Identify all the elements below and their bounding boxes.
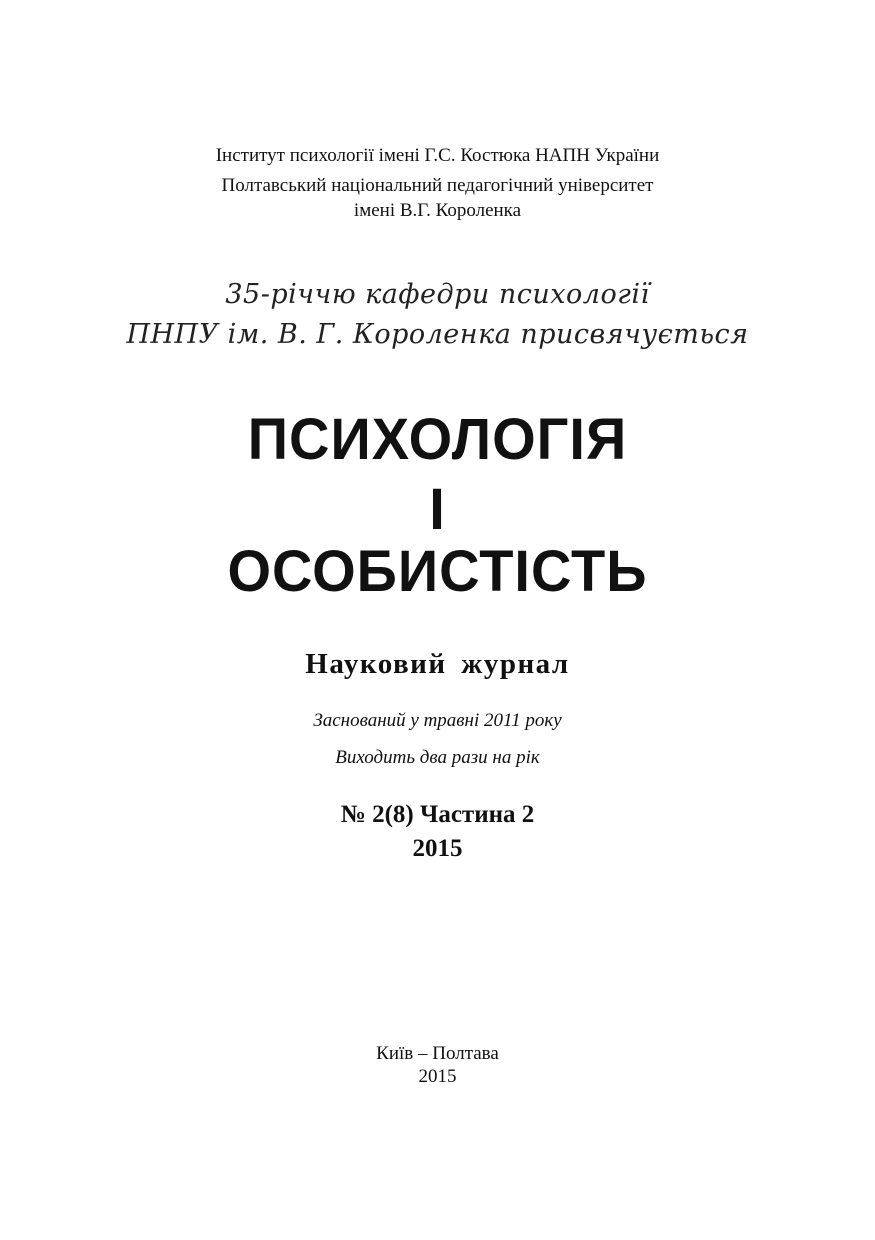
journal-type: Науковий журнал bbox=[305, 648, 570, 680]
dedication-line-1: 35-річчю кафедри психології bbox=[225, 279, 650, 310]
issue-number: № 2(8) Частина 2 bbox=[340, 801, 535, 828]
institution-line-3: імені В.Г. Короленка bbox=[353, 200, 522, 221]
issue-year: 2015 bbox=[412, 835, 463, 862]
institution-line-1: Інститут психології імені Г.С. Костюка НАПН України bbox=[215, 145, 660, 166]
institution-line-2: Полтавський національний педагогічний університет bbox=[221, 175, 654, 196]
journal-title-line-3: ОСОБИСТІСТЬ bbox=[227, 537, 648, 604]
publication-place: Київ – Полтава bbox=[376, 1043, 499, 1064]
frequency-note: Виходить два рази на рік bbox=[335, 747, 540, 768]
journal-title-line-2: І bbox=[429, 475, 446, 542]
dedication-line-2: ПНПУ ім. В. Г. Короленка присвячується bbox=[126, 319, 749, 350]
publication-year: 2015 bbox=[418, 1066, 457, 1087]
journal-title-line-1: ПСИХОЛОГІЯ bbox=[247, 405, 628, 472]
founded-note: Заснований у травні 2011 року bbox=[313, 710, 562, 731]
